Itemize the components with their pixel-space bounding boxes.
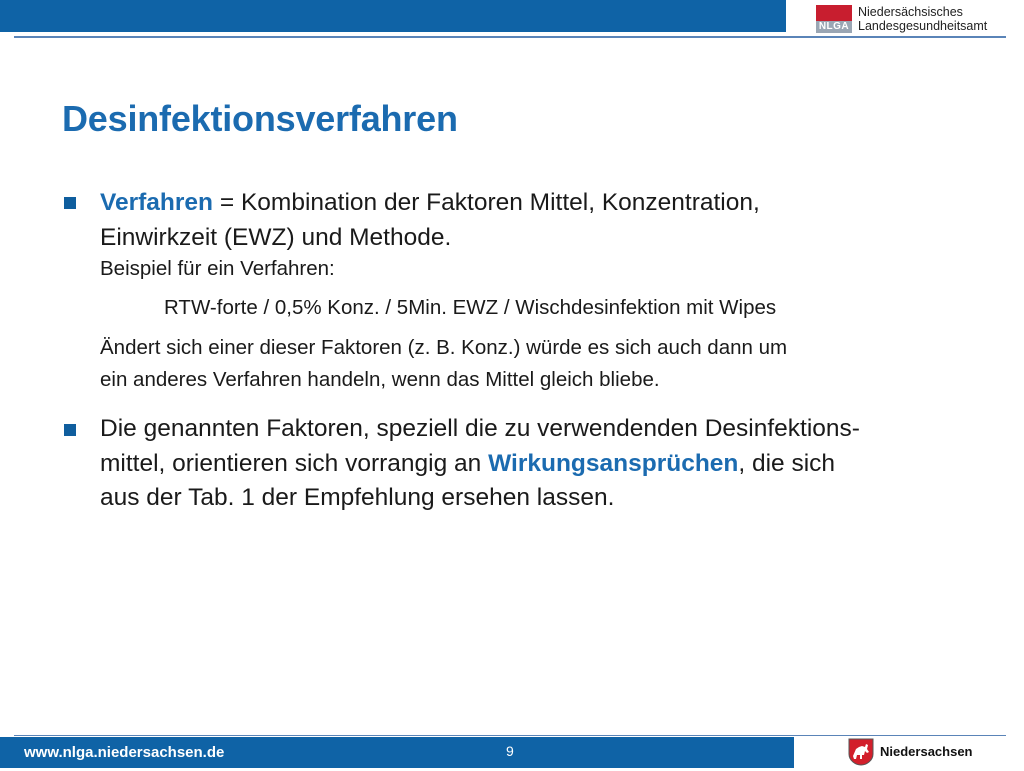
header-divider [14, 36, 1006, 38]
nlga-logo-line1: Niedersächsisches [858, 5, 963, 19]
bullet1-line1-rest: = Kombination der Faktoren Mittel, Konzentration, [213, 189, 760, 216]
bullet1-line1 [100, 187, 760, 218]
bullet2-line2-start: mittel, orientieren sich vorrangig an [100, 450, 489, 477]
niedersachsen-logo-text: Niedersachsen [880, 744, 973, 759]
footer-url[interactable]: www.nlga.niedersachsen.de [24, 744, 225, 761]
bullet1-line2: Einwirkzeit (EWZ) und Methode. [100, 224, 452, 251]
nlga-logo-line2: Landesgesundheitsamt [858, 19, 988, 33]
bullet2-line3: aus der Tab. 1 der Empfehlung ersehen lassen. [100, 484, 615, 511]
header-bar [0, 0, 786, 32]
bullet2-line1: Die genannten Faktoren, speziell die zu verwendenden Desinfektions- [100, 415, 860, 442]
bullet-marker-1 [64, 197, 76, 209]
coat-of-arms-icon [848, 738, 874, 766]
bullet2-line2-end: , die sich [738, 450, 836, 477]
slide-title: Desinfektionsverfahren [62, 98, 458, 139]
example-text: RTW-forte / 0,5% Konz. / 5Min. EWZ / Wischdesinfektion mit Wipes [164, 296, 777, 319]
example-label: Beispiel für ein Verfahren: [100, 257, 335, 280]
bullet-marker-2 [64, 424, 76, 436]
nlga-logo [816, 5, 1006, 35]
note-line1: Ändert sich einer dieser Faktoren (z. B. Konz.) würde es sich auch dann um [100, 336, 788, 359]
nlga-logo-name [858, 5, 987, 33]
niedersachsen-logo [848, 738, 1008, 766]
nlga-logo-abbr: NLGA [816, 21, 852, 33]
note-line2: ein anderes Verfahren handeln, wenn das Mittel gleich bliebe. [100, 368, 660, 391]
nlga-logo-mark [816, 5, 852, 33]
page-number: 9 [506, 743, 514, 759]
bullet2-line2 [100, 448, 835, 479]
footer-divider [14, 735, 1006, 736]
term-wirkungsansprueche: Wirkungsansprüchen [488, 450, 739, 477]
term-verfahren: Verfahren [100, 189, 214, 216]
